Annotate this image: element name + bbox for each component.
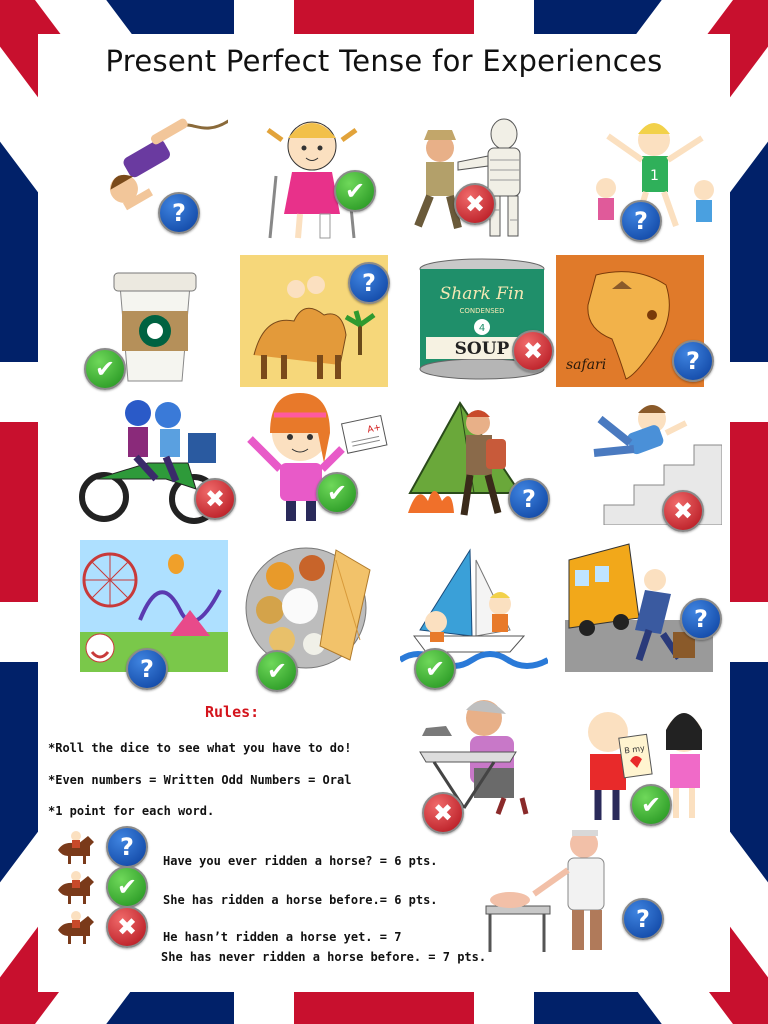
question-mark-icon: ? (348, 262, 390, 304)
svg-text:CONDENSED: CONDENSED (459, 307, 505, 315)
horse-rider-icon (54, 868, 98, 906)
checkmark-icon: ✔ (256, 650, 298, 692)
question-mark-icon: ? (620, 200, 662, 242)
checkmark-icon: ✔ (316, 472, 358, 514)
picture-card-girl-with-good-grade (240, 393, 388, 525)
x-mark-icon: ✖ (422, 792, 464, 834)
picture-card-bungee-jumping (80, 110, 228, 242)
checkmark-icon: ✔ (84, 348, 126, 390)
checkmark-icon: ✔ (106, 866, 148, 908)
key-no-text-2: She has never ridden a horse before. = 7 pts. (161, 950, 487, 964)
horse-rider-icon (54, 828, 98, 866)
svg-text:A+: A+ (366, 422, 382, 436)
rule-item: *Even numbers = Written Odd Numbers = Oral (48, 773, 352, 787)
rules-heading: Rules: (205, 703, 260, 721)
key-no-text: He hasn’t ridden a horse yet. = 7 (163, 930, 402, 944)
rule-item: *Roll the dice to see what you have to do! (48, 741, 352, 755)
key-question-text: Have you ever ridden a horse? = 6 pts. (163, 854, 438, 868)
key-yes-text: She has ridden a horse before.= 6 pts. (163, 893, 438, 907)
bungee-jumping-illustration (80, 110, 228, 242)
x-mark-icon: ✖ (194, 478, 236, 520)
food-plate-illustration (240, 540, 388, 672)
x-mark-icon: ✖ (454, 183, 496, 225)
svg-text:B my: B my (623, 743, 646, 756)
question-mark-icon: ? (680, 598, 722, 640)
girl-with-good-grade-illustration (240, 393, 388, 525)
picture-card-food-plate (240, 540, 388, 672)
svg-text:safari: safari (566, 357, 607, 373)
question-mark-icon: ? (106, 826, 148, 868)
x-mark-icon: ✖ (106, 906, 148, 948)
question-mark-icon: ? (622, 898, 664, 940)
question-mark-icon: ? (508, 478, 550, 520)
checkmark-icon: ✔ (630, 784, 672, 826)
question-mark-icon: ? (672, 340, 714, 382)
rule-item: *1 point for each word. (48, 804, 215, 818)
checkmark-icon: ✔ (414, 648, 456, 690)
picture-card-changing-diaper (480, 822, 628, 954)
question-mark-icon: ? (126, 648, 168, 690)
svg-text:SOUP: SOUP (454, 339, 510, 359)
svg-text:1: 1 (650, 168, 659, 184)
changing-diaper-illustration (480, 822, 628, 954)
horse-rider-icon (54, 908, 98, 946)
x-mark-icon: ✖ (662, 490, 704, 532)
x-mark-icon: ✖ (512, 330, 554, 372)
worksheet-title: Present Perfect Tense for Experiences (105, 44, 663, 78)
svg-text:Shark Fin: Shark Fin (439, 284, 525, 304)
checkmark-icon: ✔ (334, 170, 376, 212)
svg-text:4: 4 (478, 323, 486, 334)
question-mark-icon: ? (158, 192, 200, 234)
